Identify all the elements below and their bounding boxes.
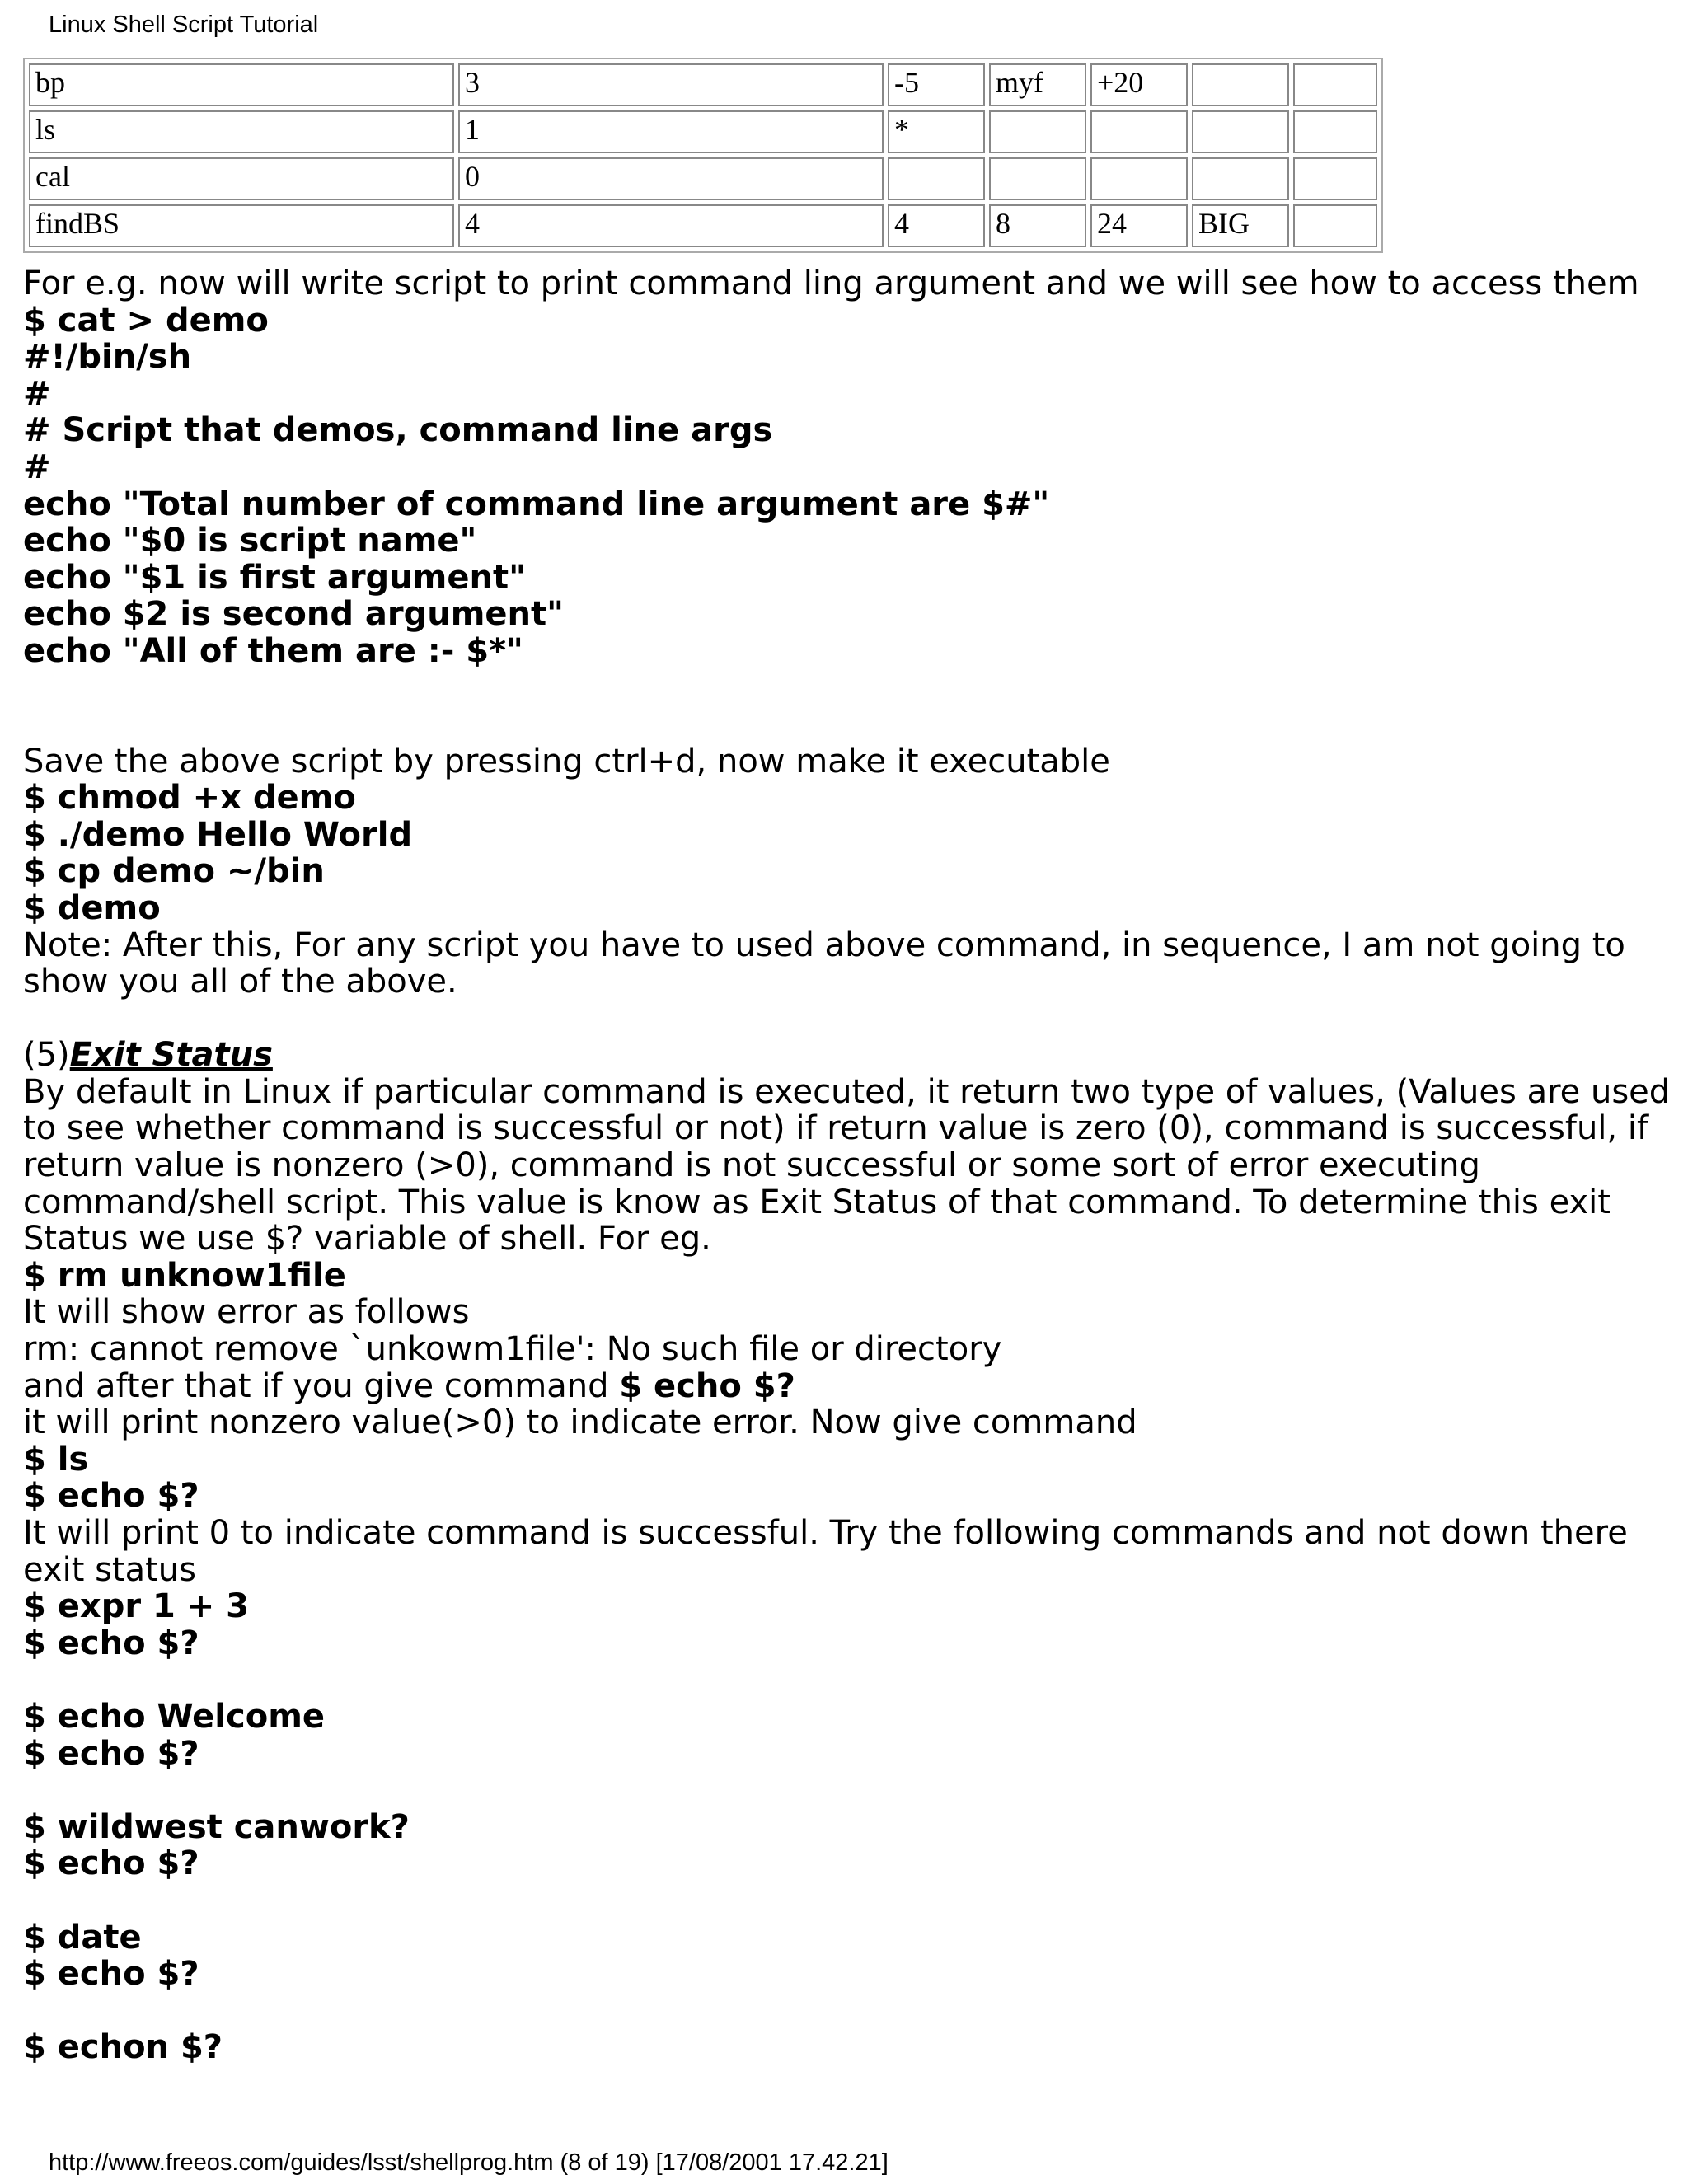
after-text: and after that if you give command xyxy=(23,1366,620,1405)
page-footer: http://www.freeos.com/guides/lsst/shellprog.htm (8 of 19) [17/08/2001 17.42.21] xyxy=(49,2149,889,2176)
echo-command: $ echo $? xyxy=(23,1477,199,1516)
table-cell: 8 xyxy=(989,204,1086,247)
table-cell: 4 xyxy=(888,204,985,247)
table-cell: 0 xyxy=(458,157,884,200)
command-line: $ wildwest canwork? xyxy=(23,1807,410,1846)
table-cell: findBS xyxy=(29,204,454,247)
nonzero-text: it will print nonzero value(>0) to indicate error. Now give command xyxy=(23,1404,1137,1442)
table-cell: 4 xyxy=(458,204,884,247)
zero-text: exit status xyxy=(23,1550,196,1589)
table-cell xyxy=(1192,63,1289,106)
section-heading xyxy=(23,1037,1663,1074)
table-row xyxy=(29,157,1377,200)
command-line: $ expr 1 + 3 xyxy=(23,1587,250,1626)
page-content xyxy=(23,265,1671,2067)
table-cell xyxy=(1293,110,1377,153)
argument-table xyxy=(23,58,1383,253)
table-cell xyxy=(989,110,1086,153)
table-cell xyxy=(1293,157,1377,200)
paragraph-line: command/shell script. This value is know as Exit Status of that command. To determine this exit xyxy=(23,1183,1611,1221)
page-header: Linux Shell Script Tutorial xyxy=(49,12,319,38)
try-commands xyxy=(23,1588,1663,2066)
command-line: $ cp demo ~/bin xyxy=(23,852,325,891)
paragraph-line: By default in Linux if particular command is executed, it return two type of values, (Values are used xyxy=(23,1072,1671,1111)
command-line: $ echo $? xyxy=(23,1844,199,1883)
script-line: echo $2 is second argument" xyxy=(23,595,564,634)
table-row xyxy=(29,63,1377,106)
command-line: $ echo $? xyxy=(23,1955,199,1994)
command-line: $ echo $? xyxy=(23,1734,199,1773)
table-cell xyxy=(1090,110,1188,153)
table-cell xyxy=(989,157,1086,200)
after-command: $ echo $? xyxy=(619,1366,795,1405)
script-listing xyxy=(23,302,1663,670)
script-line: echo "$0 is script name" xyxy=(23,522,477,560)
table-cell xyxy=(1293,204,1377,247)
script-line: # xyxy=(23,374,51,413)
script-line: #!/bin/sh xyxy=(23,338,192,377)
table-cell: 24 xyxy=(1090,204,1188,247)
exit-status-paragraph xyxy=(23,1072,1671,1258)
table-cell: bp xyxy=(29,63,454,106)
table-cell xyxy=(1192,110,1289,153)
section-number: (5) xyxy=(23,1036,70,1075)
command-line: $ echon $? xyxy=(23,2028,223,2067)
command-line: $ demo xyxy=(23,888,161,927)
after-line xyxy=(23,1368,1663,1405)
command-line: $ echo Welcome xyxy=(23,1697,326,1736)
table-cell: BIG xyxy=(1192,204,1289,247)
command-line: $ chmod +x demo xyxy=(23,779,356,818)
error-intro: It will show error as follows xyxy=(23,1293,470,1332)
zero-text: It will print 0 to indicate command is successful. Try the following commands and not down there xyxy=(23,1514,1628,1552)
run-commands xyxy=(23,780,1663,926)
table-cell: 1 xyxy=(458,110,884,153)
table-row xyxy=(29,110,1377,153)
table-cell xyxy=(1192,157,1289,200)
paragraph-line: Status we use $? variable of shell. For eg. xyxy=(23,1220,711,1258)
table-cell xyxy=(1090,157,1188,200)
paragraph-line: return value is nonzero (>0), command is not successful or some sort of error executing xyxy=(23,1146,1480,1185)
ls-command: $ ls xyxy=(23,1440,89,1479)
note-line: show you all of the above. xyxy=(23,963,457,1001)
script-line: $ cat > demo xyxy=(23,301,269,340)
command-line: $ ./demo Hello World xyxy=(23,815,413,854)
table-cell: * xyxy=(888,110,985,153)
script-line: # Script that demos, command line args xyxy=(23,411,773,450)
table-cell: +20 xyxy=(1090,63,1188,106)
table-cell: cal xyxy=(29,157,454,200)
table-cell xyxy=(1293,63,1377,106)
script-line: echo "$1 is first argument" xyxy=(23,558,526,597)
script-line: echo "Total number of command line argument are $#" xyxy=(23,485,1050,523)
script-line: echo "All of them are :- $*" xyxy=(23,631,523,670)
paragraph-line: to see whether command is successful or not) if return value is zero (0), command is successful, if xyxy=(23,1109,1649,1148)
section-title: Exit Status xyxy=(69,1036,273,1075)
table-cell: ls xyxy=(29,110,454,153)
note-line: Note: After this, For any script you have to used above command, in sequence, I am not going to xyxy=(23,926,1625,964)
command-line: $ echo $? xyxy=(23,1624,199,1662)
table-cell xyxy=(888,157,985,200)
intro-text: For e.g. now will write script to print command ling argument and we will see how to access them xyxy=(23,265,1639,302)
table-row xyxy=(29,204,1377,247)
table-cell: -5 xyxy=(888,63,985,106)
command-line: $ date xyxy=(23,1918,142,1957)
save-instructions: Save the above script by pressing ctrl+d, now make it executable xyxy=(23,742,1110,780)
error-message: rm: cannot remove `unkowm1file': No such file or directory xyxy=(23,1330,1002,1369)
rm-command: $ rm unknow1file xyxy=(23,1256,346,1295)
table-cell: myf xyxy=(989,63,1086,106)
script-line: # xyxy=(23,448,51,486)
table-cell: 3 xyxy=(458,63,884,106)
